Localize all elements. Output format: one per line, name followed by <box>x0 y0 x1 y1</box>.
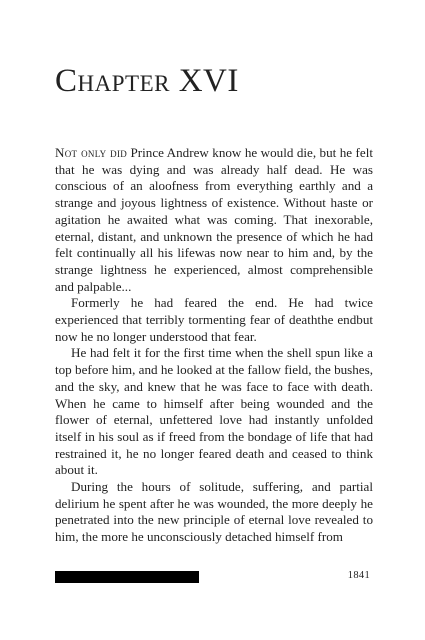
page-number: 1841 <box>347 570 370 581</box>
chapter-body <box>55 145 373 546</box>
paragraph-4: During the hours of solitude, suffering, and partial delirium he spent after he was wounded, the more deeply he penetrated into the new principle of eternal love revealed to him, the more he unconsciously detached himself from <box>55 479 373 545</box>
paragraph-3: He had felt it for the first time when the shell spun like a top before him, and he looked at the fallow field, the bushes, and the sky, and knew that he was face to face with death. When he came to himself after being wounded and the flower of eternal, unfettered love had instantly unfolded itself in his soul as if freed from the bondage of life that had restrained it, he no longer feared death and ceased to think about it. <box>55 345 373 478</box>
paragraph-2: Formerly he had feared the end. He had twice experienced that terribly tormenting fear of deaththe endbut now he no longer understood that fear. <box>55 295 373 344</box>
paragraph-lead-small-caps: Not only did <box>55 145 128 160</box>
paragraph-1-text: Prince Andrew know he would die, but he felt that he was dying and was already half dead. He was conscious of an aloofness from everything earthly and a strange and joyous lightness of existence. Without haste or agitation he awaited what was coming. That inexorable, eternal, distant, and unknown the presence of which he had felt continually all his lifewas now near to him and, by the strange lightness he experienced, almost comprehensible and palpable... <box>55 145 373 294</box>
redaction-bar <box>55 571 199 583</box>
chapter-title: Chapter XVI <box>55 63 239 99</box>
paragraph-1 <box>55 145 373 295</box>
